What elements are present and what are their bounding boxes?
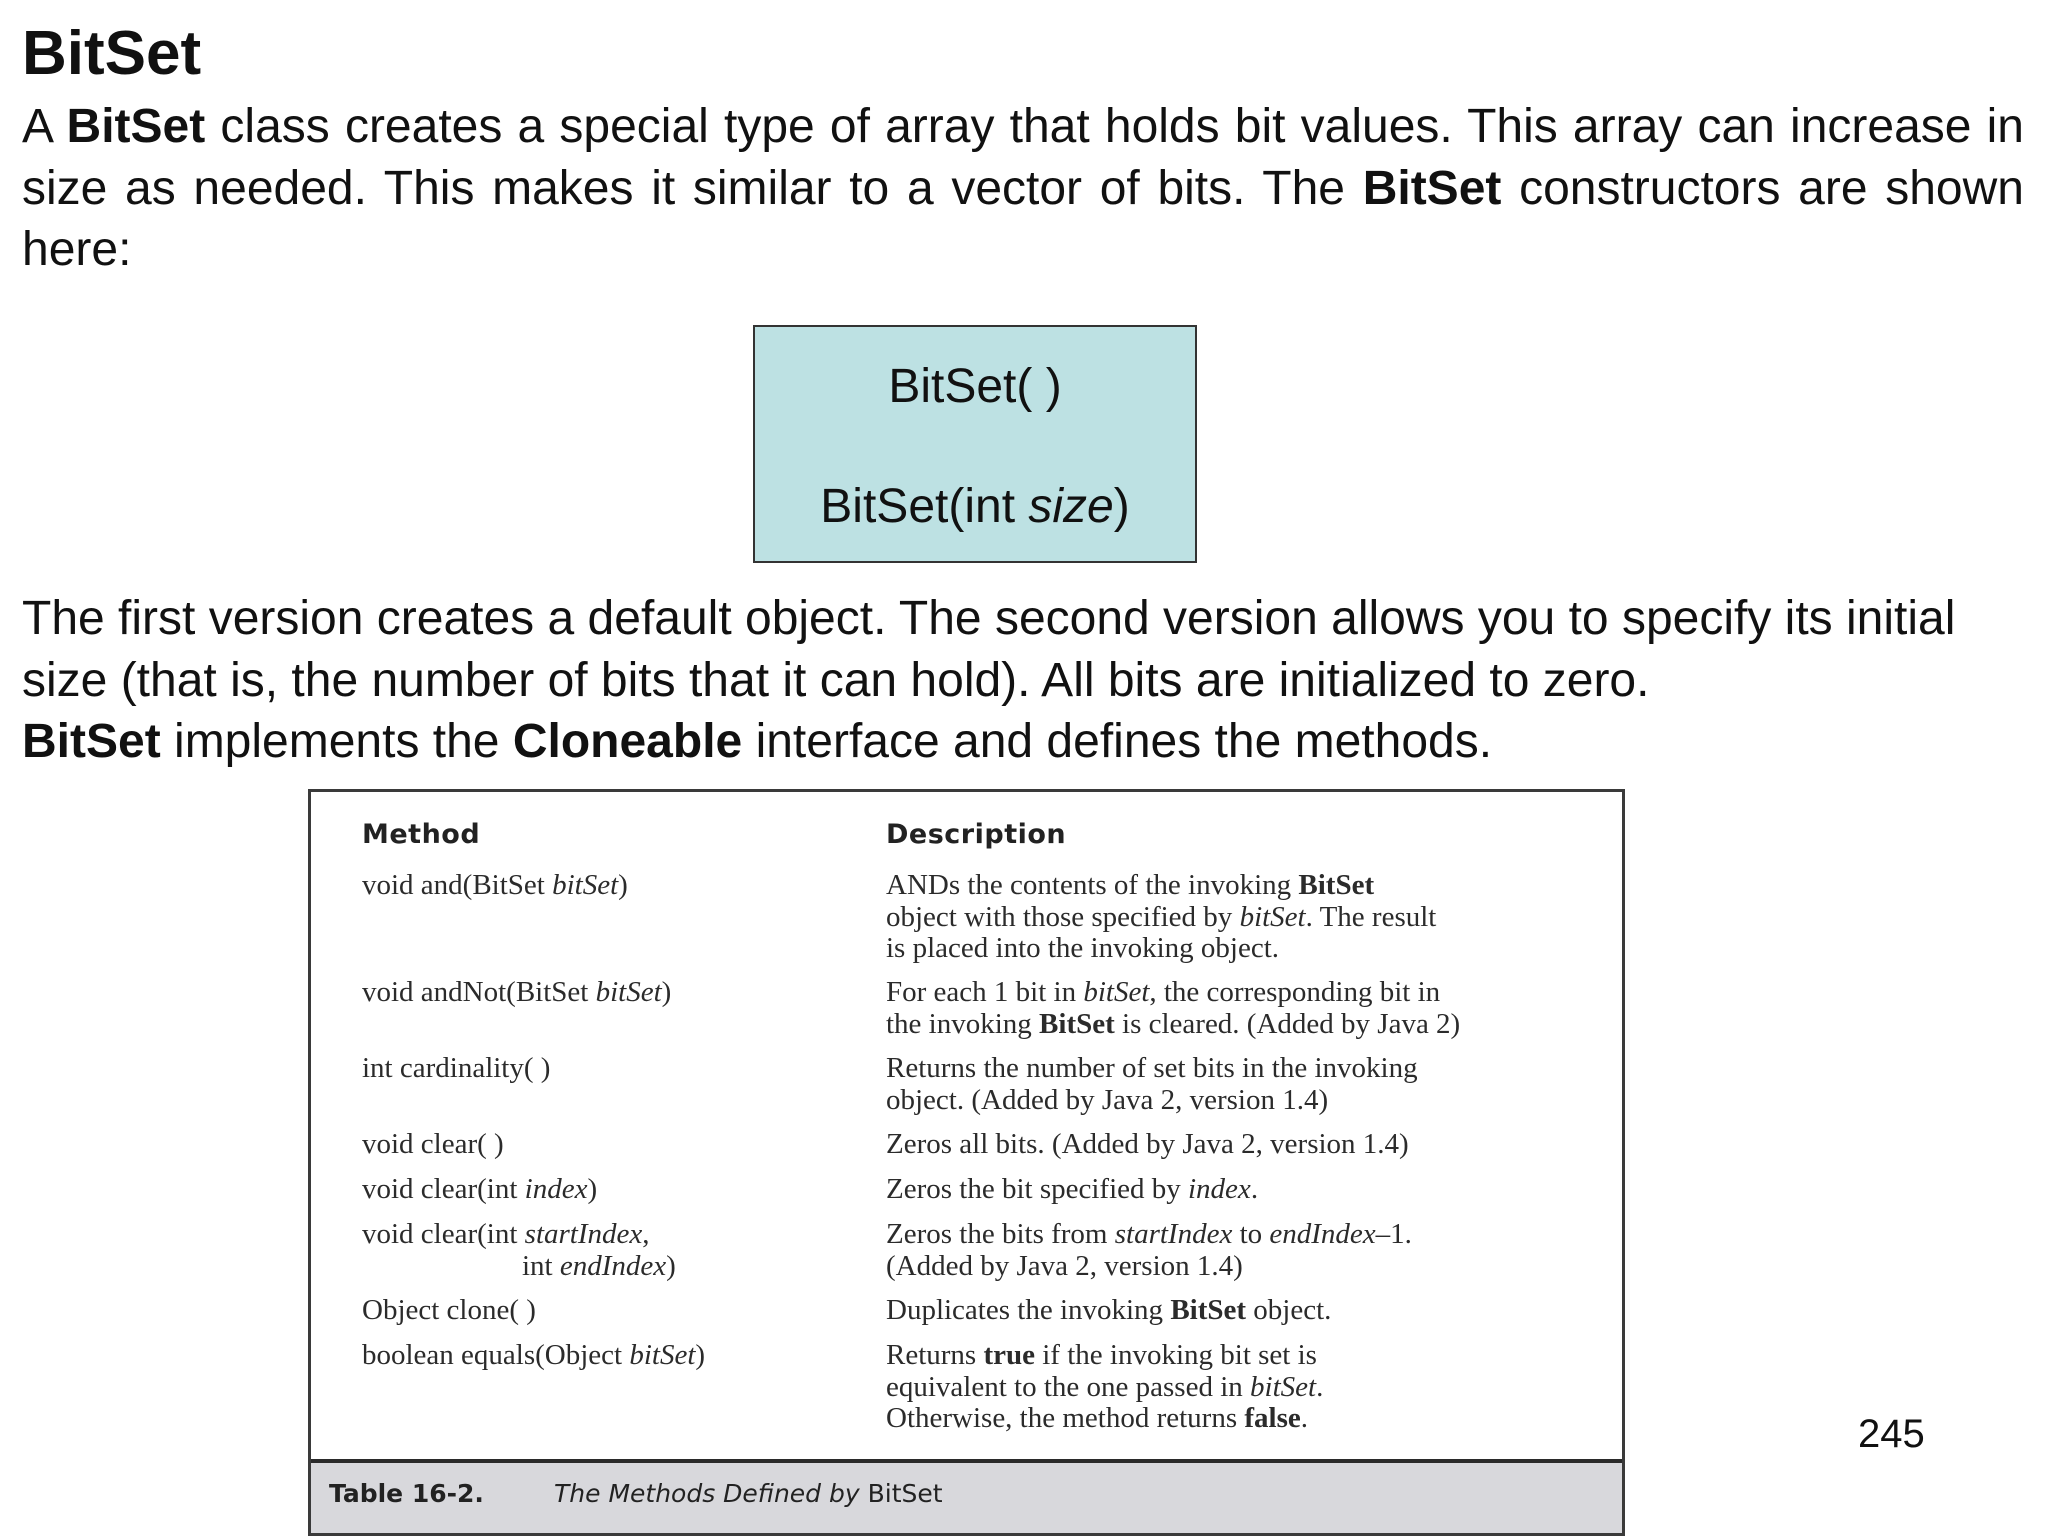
constructor-size: BitSet(int size) <box>820 480 1130 533</box>
constructor-default: BitSet( ) <box>888 360 1062 413</box>
method-description: Zeros the bit specified by index. <box>886 1173 1259 1205</box>
method-signature: Object clone( ) <box>362 1294 536 1326</box>
slide-title: BitSet <box>22 19 202 88</box>
method-description: Duplicates the invoking BitSet object. <box>886 1294 1332 1326</box>
method-signature: void clear( ) <box>362 1128 504 1160</box>
method-signature: int cardinality( ) <box>362 1052 551 1084</box>
explanation-paragraph: The first version creates a default object. The second version allows you to specify its initial size (that is, the number of bits that it can hold). All bits are initialized to zero. BitSet implements the Cloneable interface and defines the methods. <box>22 592 1956 768</box>
method-description: For each 1 bit in bitSet, the corresponding bit in the invoking BitSet is cleared. (Added by Java 2) <box>886 976 1461 1040</box>
method-signature: void andNot(BitSet bitSet) <box>362 976 672 1008</box>
method-signature: void and(BitSet bitSet) <box>362 869 628 901</box>
table-caption-title: The Methods Defined by BitSet <box>554 1479 943 1508</box>
method-description: ANDs the contents of the invoking BitSet object with those specified by bitSet. The result is placed into the invoking object. <box>886 869 1437 964</box>
method-signature: void clear(int startIndex, int endIndex) <box>362 1218 676 1282</box>
method-description: Zeros all bits. (Added by Java 2, version 1.4) <box>886 1128 1409 1160</box>
page-number: 245 <box>1858 1412 1925 1456</box>
methods-table-image <box>308 789 1625 1536</box>
method-description: Returns true if the invoking bit set is equivalent to the one passed in bitSet. Otherwise, the method returns false. <box>886 1339 1324 1434</box>
intro-paragraph: A BitSet class creates a special type of array that holds bit values. This array can increase in size as needed. This makes it similar to a vector of bits. The BitSet constructors are shown here: <box>22 100 2025 276</box>
table-caption <box>311 1459 1622 1533</box>
constructors-box <box>753 325 1197 563</box>
table-caption-label: Table 16-2. <box>329 1479 484 1508</box>
method-signature: void clear(int index) <box>362 1173 598 1205</box>
column-header-description: Description <box>886 819 1067 850</box>
column-header-method: Method <box>362 819 481 850</box>
method-description: Zeros the bits from startIndex to endIndex–1. (Added by Java 2, version 1.4) <box>886 1218 1412 1282</box>
method-description: Returns the number of set bits in the invoking object. (Added by Java 2, version 1.4) <box>886 1052 1418 1116</box>
method-signature: boolean equals(Object bitSet) <box>362 1339 706 1371</box>
